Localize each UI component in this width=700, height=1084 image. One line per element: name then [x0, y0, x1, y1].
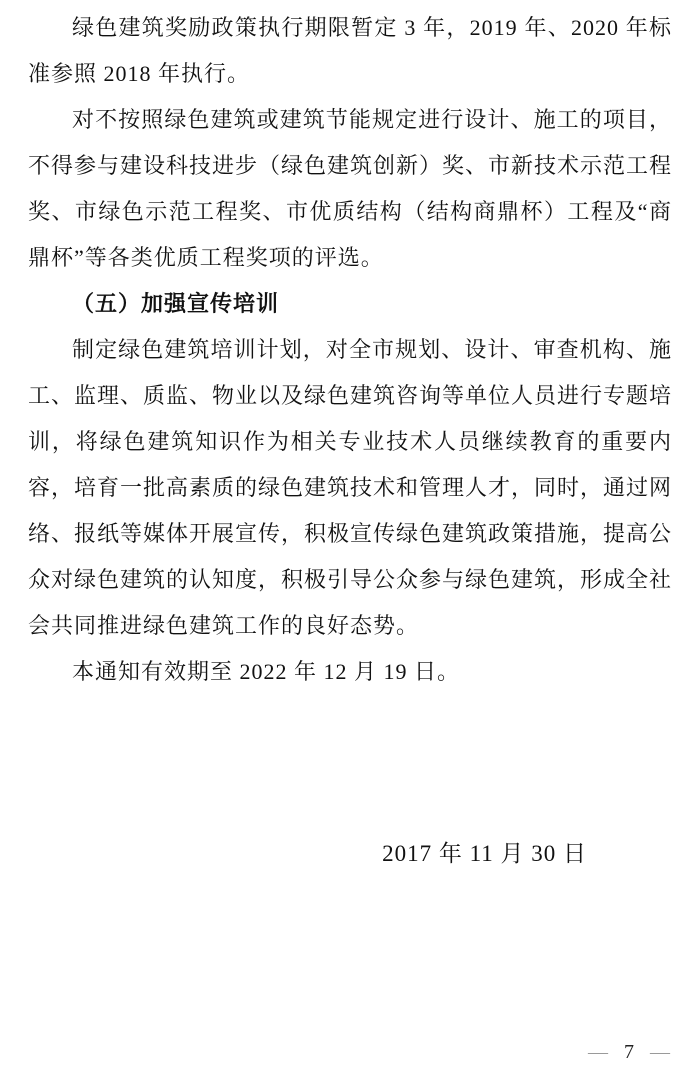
page-footer	[588, 1042, 670, 1062]
footer-dash-right: —	[650, 1041, 670, 1063]
footer-dash-left: —	[588, 1041, 608, 1063]
paragraph-policy-duration: 绿色建筑奖励政策执行期限暂定 3 年，2019 年、2020 年标准参照 2018 年执行。	[28, 15, 672, 86]
section-heading: （五）加强宣传培训	[72, 291, 280, 316]
page-number: 7	[624, 1041, 634, 1063]
paragraph-validity: 本通知有效期至 2022 年 12 月 19 日。	[72, 659, 461, 684]
paragraph-training-plan: 制定绿色建筑培训计划，对全市规划、设计、审查机构、施工、监理、质监、物业以及绿色建筑咨询等单位人员进行专题培训，将绿色建筑知识作为相关专业技术人员继续教育的重要内容，培育一批高素质的绿色建筑技术和管理人才，同时，通过网络、报纸等媒体开展宣传，积极宣传绿色建筑政策措施，提高公众对绿色建筑的认知度，积极引导公众参与绿色建筑，形成全社会共同推进绿色建筑工作的良好态势。	[28, 337, 673, 638]
paragraph-award-restriction: 对不按照绿色建筑或建筑节能规定进行设计、施工的项目，不得参与建设科技进步（绿色建筑创新）奖、市新技术示范工程奖、市绿色示范工程奖、市优质结构（结构商鼎杯）工程及“商鼎杯”等各类优质工程奖项的评选。	[28, 107, 673, 270]
document-date: 2017 年 11 月 30 日	[382, 841, 587, 866]
